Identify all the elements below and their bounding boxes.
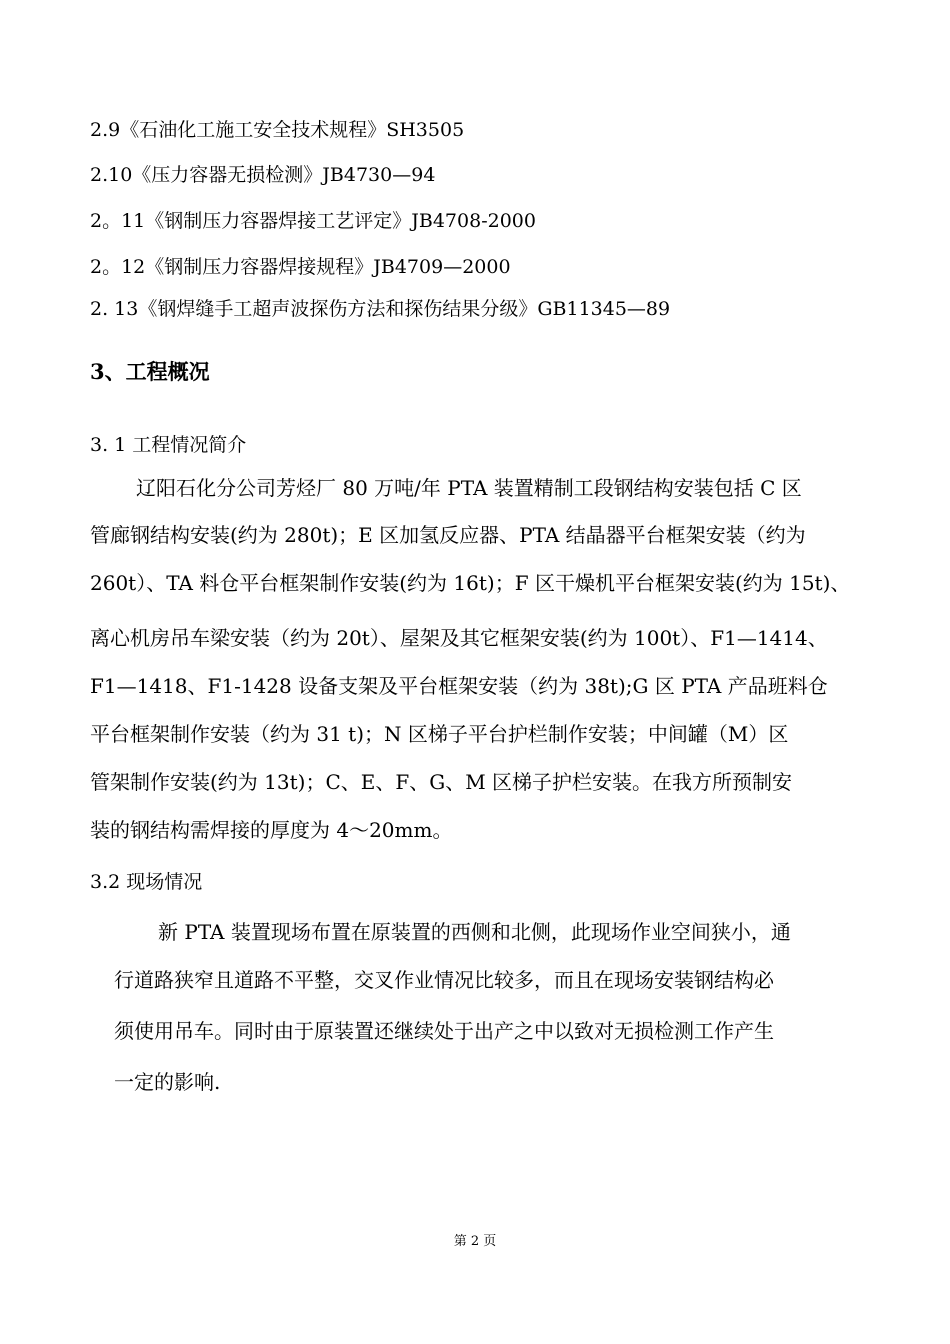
- subsection-title: 3.2 现场情况: [90, 871, 203, 893]
- section-heading: 3、工程概况: [90, 359, 210, 384]
- reference-line: 2。11《钢制压力容器焊接工艺评定》JB4708-2000: [90, 210, 536, 232]
- reference-line: 2。12《钢制压力容器焊接规程》JB4709—2000: [90, 256, 511, 278]
- reference-line: 2. 13《钢焊缝手工超声波探伤方法和探伤结果分级》GB11345—89: [90, 298, 671, 320]
- paragraph-line: 一定的影响.: [114, 1070, 221, 1094]
- paragraph-line: 新 PTA 装置现场布置在原装置的西侧和北侧，此现场作业空间狭小，通: [158, 920, 791, 944]
- paragraph-line: 辽阳石化分公司芳烃厂 80 万吨/年 PTA 装置精制工段钢结构安装包括 C 区: [136, 476, 802, 500]
- paragraph-line: 平台框架制作安装（约为 31 t)；N 区梯子平台护栏制作安装；中间罐（M）区: [90, 722, 789, 746]
- paragraph-line: F1—1418、F1-1428 设备支架及平台框架安装（约为 38t);G 区 PTA 产品班料仓: [90, 674, 828, 698]
- paragraph-line: 行道路狭窄且道路不平整，交叉作业情况比较多，而且在现场安装钢结构必: [114, 968, 774, 992]
- paragraph-line: 装的钢结构需焊接的厚度为 4～20mm。: [90, 818, 453, 842]
- paragraph-line: 须使用吊车。同时由于原装置还继续处于出产之中以致对无损检测工作产生: [114, 1019, 774, 1043]
- page-number: 第 2 页: [453, 1234, 497, 1249]
- reference-line: 2.9《石油化工施工安全技术规程》SH3505: [90, 119, 465, 141]
- paragraph-line: 管廊钢结构安装(约为 280t)；E 区加氢反应器、PTA 结晶器平台框架安装（约为: [90, 523, 806, 547]
- paragraph-line: 离心机房吊车梁安装（约为 20t）、屋架及其它框架安装(约为 100t）、F1—1414、: [90, 626, 828, 650]
- subsection-title: 3. 1 工程情况简介: [90, 434, 247, 456]
- paragraph-line: 管架制作安装(约为 13t)；C、E、F、G、M 区梯子护栏安装。在我方所预制安: [90, 770, 793, 794]
- paragraph-line: 260t）、TA 料仓平台框架制作安装(约为 16t)；F 区干燥机平台框架安装(约为 15t)、: [90, 571, 851, 595]
- reference-line: 2.10《压力容器无损检测》JB4730—94: [90, 164, 436, 186]
